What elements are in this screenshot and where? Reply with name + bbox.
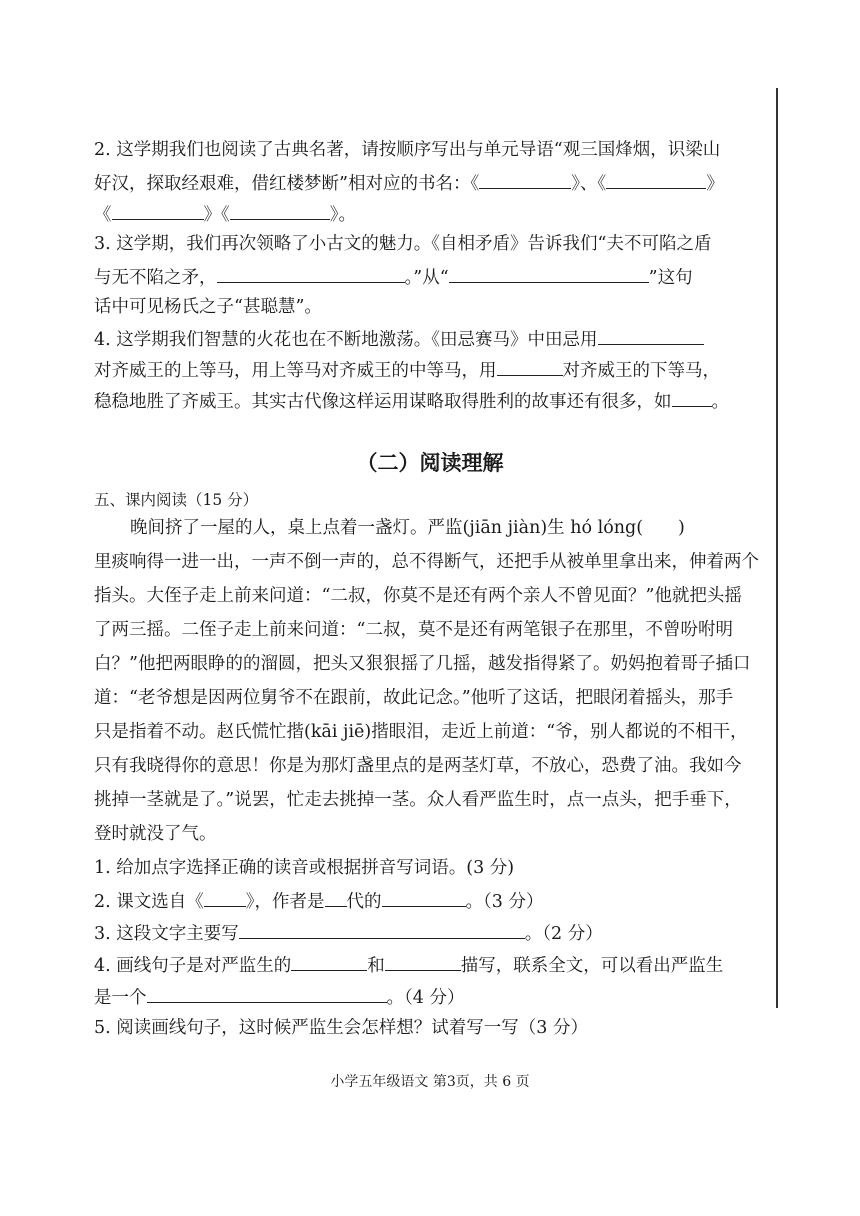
q3-line-2 [94,266,774,288]
q4-blank-1[interactable] [598,328,704,345]
passage-line: 晚间挤了一屋的人，桌上点着一盏灯。严监(jiān jiàn)生 hó lóng( ) [130,518,685,538]
q4-line-1 [94,328,774,350]
q2-line-3 [94,203,774,225]
rq4-text-a: 4. 画线句子是对严监生的 [94,956,292,976]
q3-blank-2[interactable] [449,266,649,283]
rq2-text-d: 。（3 分） [465,892,544,912]
rq2-text-a: 2. 课文选自《 [94,892,204,912]
q3-line-3: 话中可见杨氏之子“甚聪慧”。 [94,297,322,317]
q2-text-c: 》 [706,174,724,194]
q4-text-a: 4. 这学期我们智慧的火花也在不断地激荡。《田忌赛马》中田忌用 [94,330,598,350]
book-blank-2[interactable] [606,172,706,189]
q2-text-a: 好汉，探取经艰难，借红楼梦断”相对应的书名：《 [94,174,480,194]
rq2-blank-dynasty[interactable] [325,890,347,907]
q4-blank-2[interactable] [497,359,563,376]
passage-line: 指头。大侄子走上前来问道：“二叔，你莫不是还有两个亲人不曾见面？”他就把头摇 [94,586,742,606]
reading-q4-line-1 [94,954,774,976]
passage-line: 了两三摇。二侄子走上前来问道：“二叔，莫不是还有两笔银子在那里，不曾吩咐明 [94,620,733,640]
rq4-blank-1[interactable] [291,954,367,971]
rq4-text-d: 是一个 [94,988,147,1008]
reading-q1: 1. 给加点字选择正确的读音或根据拼音写词语。(3 分) [94,858,515,878]
rq2-text-c: 代的 [346,892,382,912]
q4-text-c: 对齐威王的下等马， [562,361,720,381]
passage-line: 挑掉一茎就是了。”说罢，忙走去挑掉一茎。众人看严监生时，点一点头，把手垂下， [94,790,742,810]
q4-text-e: 。 [711,392,729,412]
q3-text-c: ”这句 [648,268,693,288]
q3-text-a: 与无不陷之矛， [94,268,217,288]
binding-margin-line [776,88,778,1008]
rq4-blank-3[interactable] [147,986,387,1003]
book-blank-4[interactable] [230,203,330,220]
rq4-text-e: 。（4 分） [386,988,465,1008]
q2-line-1: 2. 这学期我们也阅读了古典名著，请按顺序写出与单元导语“观三国烽烟，识梁山 [94,140,721,160]
passage-line: 里痰响得一进一出，一声不倒一声的，总不得断气，还把手从被单里拿出来，伸着两个 [94,552,759,572]
rq3-text-b: 。（2 分） [524,924,603,944]
reading-q4-line-2 [94,986,774,1008]
q4-text-b: 对齐威王的上等马，用上等马对齐威王的中等马，用 [94,361,497,381]
book-blank-3[interactable] [112,203,204,220]
q4-line-3 [94,390,774,412]
q2-text-e: 》《 [203,205,230,225]
section-title: （二）阅读理解 [356,451,504,475]
q2-text-f: 》。 [329,205,356,225]
reading-q2 [94,890,774,912]
rq2-blank-book[interactable] [204,890,246,907]
passage-line: 白？”他把两眼睁的的溜圆，把头又狠狠摇了几摇，越发指得紧了。奶妈抱着哥子插口 [94,654,751,674]
rq3-blank[interactable] [239,922,525,939]
rq2-text-b: 》，作者是 [245,892,325,912]
reading-q3 [94,922,774,944]
q3-blank-1[interactable] [217,266,405,283]
rq4-blank-2[interactable] [385,954,461,971]
reading-q5: 5. 阅读画线句子，这时候严监生会怎样想？试着写一写（3 分） [94,1018,588,1038]
page-footer: 小学五年级语文 第3页，共 6 页 [330,1074,530,1090]
q2-text-b: 》、《 [571,174,607,194]
rq4-text-b: 和 [367,956,385,976]
passage-line: 只有我晓得你的意思！你是为那灯盏里点的是两茎灯草，不放心，恐费了油。我如今 [94,756,742,776]
q3-line-1: 3. 这学期，我们再次领略了小古文的魅力。《自相矛盾》告诉我们“夫不可陷之盾 [94,234,712,254]
rq2-blank-author[interactable] [382,890,466,907]
book-blank-1[interactable] [479,172,571,189]
rq3-text-a: 3. 这段文字主要写 [94,924,239,944]
passage-line: 只是指着不动。赵氏慌忙揩(kāi jiē)揩眼泪，走近上前道：“爷，别人都说的不相干， [94,722,748,742]
q4-blank-3[interactable] [672,390,712,407]
q2-line-2 [94,172,774,194]
q3-text-b: 。”从“ [404,268,449,288]
rq4-text-c: 描写，联系全文，可以看出严监生 [460,956,724,976]
passage-line: 登时就没了气。 [94,824,217,844]
q4-text-d: 稳稳地胜了齐威王。其实古代像这样运用谋略取得胜利的故事还有很多，如 [94,392,672,412]
reading-heading: 五、课内阅读（15 分） [94,491,259,509]
passage-line: 道：“老爷想是因两位舅爷不在跟前，故此记念。”他听了这话，把眼闭着摇头，那手 [94,688,734,708]
q2-text-d: 《 [94,205,112,225]
q4-line-2 [94,359,774,381]
